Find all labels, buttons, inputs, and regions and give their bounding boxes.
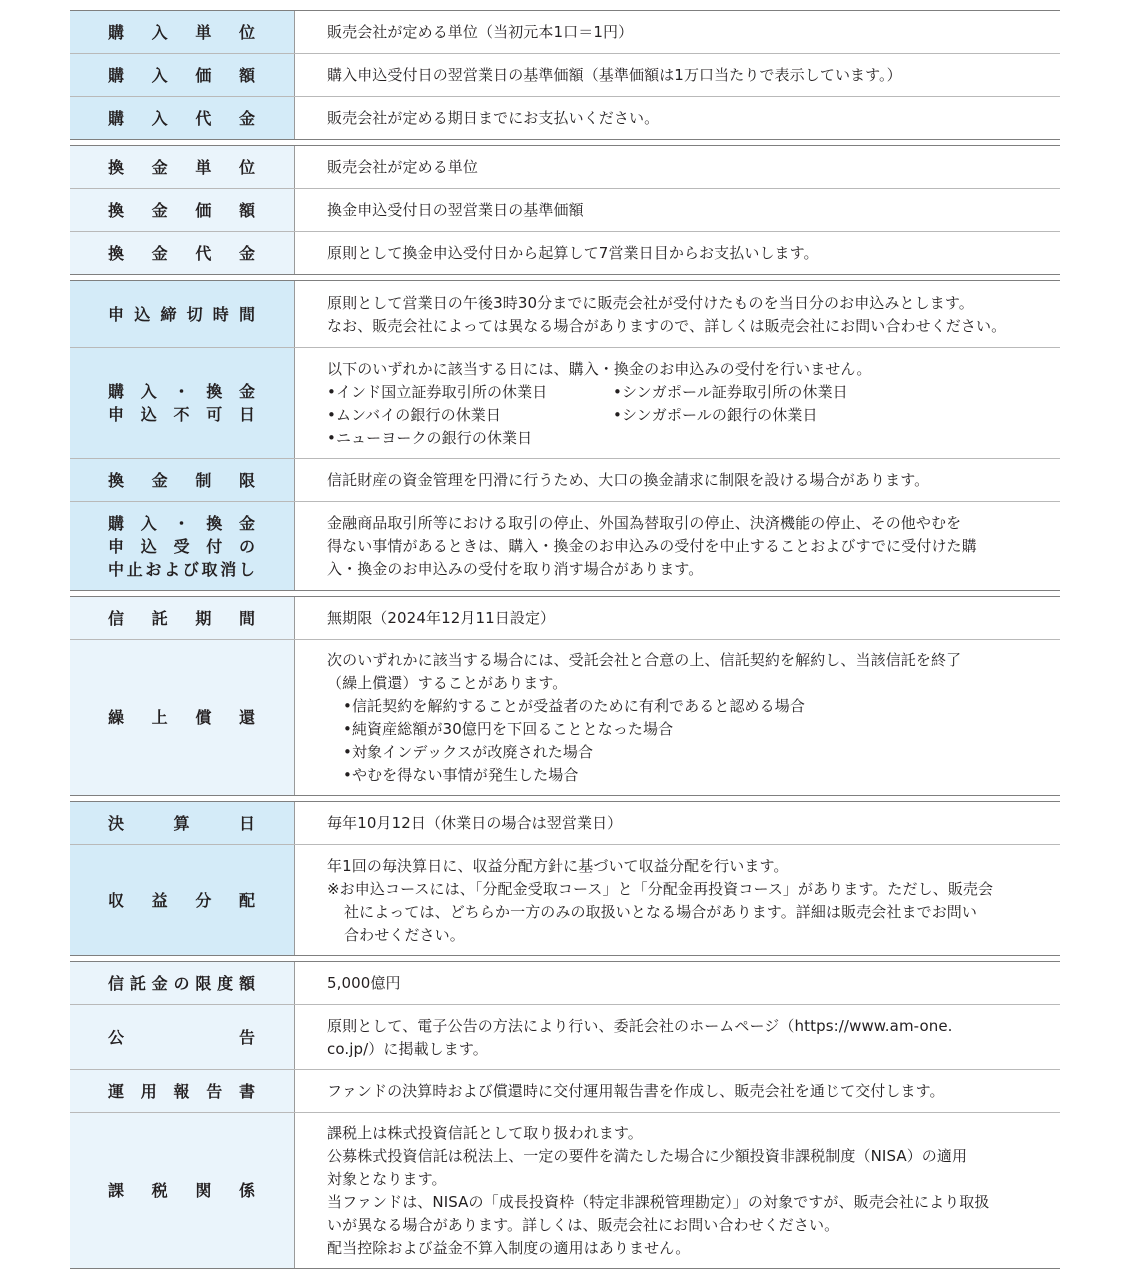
row-label — [70, 1005, 295, 1069]
content-line: 原則として換金申込受付日から起算して7営業日目からお支払いします。 — [327, 244, 819, 262]
row-label — [70, 189, 295, 231]
content-line: 得ない事情があるときは、購入・換金のお申込みの受付を中止することおよびすでに受付けた購 — [327, 537, 977, 555]
row-content — [295, 97, 1060, 139]
content-line: 入・換金のお申込みの受付を取り消す場合があります。 — [327, 560, 704, 578]
holiday-item: •シンガポール証券取引所の休業日 — [613, 382, 848, 401]
content-line: 原則として、電子公告の方法により行い、委託会社のホームページ（https://www.am-one. — [327, 1016, 953, 1035]
content-line: co.jp/）に掲載します。 — [327, 1039, 488, 1058]
content-line: ファンドの決算時および償還時に交付運用報告書を作成し、販売会社を通じて交付します。 — [327, 1082, 945, 1100]
row-label-line: 購 入 ・ 換 金 — [108, 382, 256, 401]
content-line: 5,000億円 — [327, 974, 401, 992]
row-label — [70, 597, 295, 639]
table-row — [70, 962, 1060, 1004]
table-row — [70, 96, 1060, 139]
table-row — [70, 802, 1060, 844]
content-line: 課税上は株式投資信託として取り扱われます。 — [327, 1124, 643, 1142]
bullet-item: •対象インデックスが改廃された場合 — [343, 743, 594, 761]
row-label — [70, 962, 295, 1004]
holiday-row — [327, 404, 1050, 427]
content-line: なお、販売会社によっては異なる場合がありますので、詳しくは販売会社にお問い合わせください。 — [327, 316, 1007, 335]
row-content — [295, 802, 1060, 844]
row-label — [70, 802, 295, 844]
content-line: 毎年10月12日（休業日の場合は翌営業日） — [327, 814, 623, 832]
content-line: 購入申込受付日の翌営業日の基準価額（基準価額は1万口当たりで表示しています。） — [327, 66, 902, 84]
row-content — [295, 232, 1060, 274]
row-content — [295, 502, 1060, 590]
content-line: いが異なる場合があります。詳しくは、販売会社にお問い合わせください。 — [327, 1216, 840, 1234]
content-line: 無期限（2024年12月11日設定） — [327, 609, 556, 627]
holiday-item: •インド国立証券取引所の休業日 — [327, 382, 548, 401]
row-content — [295, 1005, 1060, 1069]
table-row — [70, 231, 1060, 274]
row-content — [295, 189, 1060, 231]
table-row — [70, 347, 1060, 458]
content-line: 当ファンドは、NISAの「成長投資枠（特定非課税管理勘定）」の対象ですが、販売会社により取扱 — [327, 1193, 990, 1211]
row-content — [295, 597, 1060, 639]
content-line: 販売会社が定める期日までにお支払いください。 — [327, 109, 660, 127]
table-row — [70, 1069, 1060, 1112]
row-content — [295, 348, 1060, 458]
row-label — [70, 281, 295, 347]
table-row — [70, 188, 1060, 231]
table-row — [70, 1112, 1060, 1268]
row-label — [70, 146, 295, 188]
content-line: 信託財産の資金管理を円滑に行うため、大口の換金請求に制限を設ける場合があります。 — [327, 471, 930, 489]
note-line: ※お申込コースには、「分配金受取コース」と「分配金再投資コース」があります。ただし、販売会 — [327, 879, 994, 898]
holiday-row — [327, 427, 1050, 450]
holiday-row — [327, 381, 1050, 404]
row-content — [295, 640, 1060, 795]
section-group-4 — [70, 596, 1060, 796]
table-row — [70, 11, 1060, 53]
row-label — [70, 459, 295, 501]
note-line: 社によっては、どちらか一方のみの取扱いとなる場合があります。詳細は販売会社までお問い — [344, 902, 978, 921]
row-label-line: 購 入 ・ 換 金 — [108, 513, 256, 533]
holiday-item: •ニューヨークの銀行の休業日 — [327, 428, 533, 447]
content-line: 公募株式投資信託は税法上、一定の要件を満たした場合に少額投資非課税制度（NISA）の適用 — [327, 1147, 968, 1165]
row-label-line: 申 込 不 可 日 — [108, 405, 256, 424]
row-label — [70, 97, 295, 139]
content-line: 販売会社が定める単位 — [327, 158, 479, 176]
row-label-line: 換 金 制 限 — [108, 470, 256, 490]
row-content — [295, 962, 1060, 1004]
row-content — [295, 146, 1060, 188]
row-label — [70, 1113, 295, 1268]
row-label-line: 換 金 単 位 — [108, 157, 256, 177]
content-line: 販売会社が定める単位（当初元本1口＝1円） — [327, 23, 634, 41]
row-label-line: 繰 上 償 還 — [108, 708, 256, 727]
table-row — [70, 1004, 1060, 1069]
row-label-line: 信 託 期 間 — [108, 608, 256, 628]
content-line: （繰上償還）することがあります。 — [327, 674, 568, 692]
section-group-3 — [70, 280, 1060, 591]
row-label-line: 購 入 単 位 — [108, 22, 256, 42]
table-row — [70, 458, 1060, 501]
row-content — [295, 1113, 1060, 1268]
row-label-line: 購 入 価 額 — [108, 65, 256, 85]
row-label — [70, 232, 295, 274]
row-label-line: 購 入 代 金 — [108, 108, 256, 128]
row-label-line: 申 込 受 付 の — [108, 536, 256, 556]
row-label-line: 決 算 日 — [108, 813, 256, 833]
row-label-line: 換 金 代 金 — [108, 243, 256, 263]
content-line: 以下のいずれかに該当する日には、購入・換金のお申込みの受付を行いません。 — [327, 359, 872, 378]
content-line: 配当控除および益金不算入制度の適用はありません。 — [327, 1239, 691, 1257]
row-label — [70, 54, 295, 96]
holiday-item: •ムンバイの銀行の休業日 — [327, 405, 501, 424]
table-row — [70, 53, 1060, 96]
table-row — [70, 281, 1060, 347]
bullet-item: •信託契約を解約することが受益者のために有利であると認める場合 — [343, 697, 805, 715]
section-group-5 — [70, 801, 1060, 956]
row-content — [295, 459, 1060, 501]
section-group-6 — [70, 961, 1060, 1269]
row-label — [70, 845, 295, 955]
table-row — [70, 597, 1060, 639]
row-content — [295, 281, 1060, 347]
row-content — [295, 11, 1060, 53]
section-group-2 — [70, 145, 1060, 275]
row-content — [295, 1070, 1060, 1112]
fund-procedures-table — [70, 10, 1060, 1274]
table-row — [70, 844, 1060, 955]
row-label-line: 課 税 関 係 — [108, 1181, 256, 1200]
note-line: 合わせください。 — [344, 925, 465, 944]
row-label-line: 信 託 金 の 限 度 額 — [108, 973, 256, 993]
row-content — [295, 845, 1060, 955]
row-label — [70, 502, 295, 590]
section-group-1 — [70, 10, 1060, 140]
table-row — [70, 501, 1060, 590]
bullet-item: •やむを得ない事情が発生した場合 — [343, 766, 579, 784]
row-label — [70, 11, 295, 53]
holiday-item: •シンガポールの銀行の休業日 — [613, 405, 818, 424]
row-label-line: 換 金 価 額 — [108, 200, 256, 220]
bullet-item: •純資産総額が30億円を下回ることとなった場合 — [343, 720, 674, 738]
content-line: 換金申込受付日の翌営業日の基準価額 — [327, 201, 584, 219]
row-label-line: 中 止 お よ び 取 消 し — [108, 559, 256, 579]
row-label-line: 公 告 — [108, 1027, 256, 1047]
content-line: 次のいずれかに該当する場合には、受託会社と合意の上、信託契約を解約し、当該信託を終了 — [327, 651, 962, 669]
row-content — [295, 54, 1060, 96]
row-label-line: 収 益 分 配 — [108, 890, 256, 910]
table-row — [70, 639, 1060, 795]
table-row — [70, 146, 1060, 188]
content-line: 年1回の毎決算日に、収益分配方針に基づいて収益分配を行います。 — [327, 856, 789, 875]
row-label-line: 申 込 締 切 時 間 — [108, 304, 256, 324]
row-label — [70, 640, 295, 795]
content-line: 原則として営業日の午後3時30分までに販売会社が受付けたものを当日分のお申込みとします。 — [327, 293, 974, 312]
row-label — [70, 1070, 295, 1112]
content-line: 金融商品取引所等における取引の停止、外国為替取引の停止、決済機能の停止、その他やむを — [327, 514, 962, 532]
content-line: 対象となります。 — [327, 1170, 447, 1188]
row-label-line: 運 用 報 告 書 — [108, 1081, 256, 1101]
row-label — [70, 348, 295, 458]
